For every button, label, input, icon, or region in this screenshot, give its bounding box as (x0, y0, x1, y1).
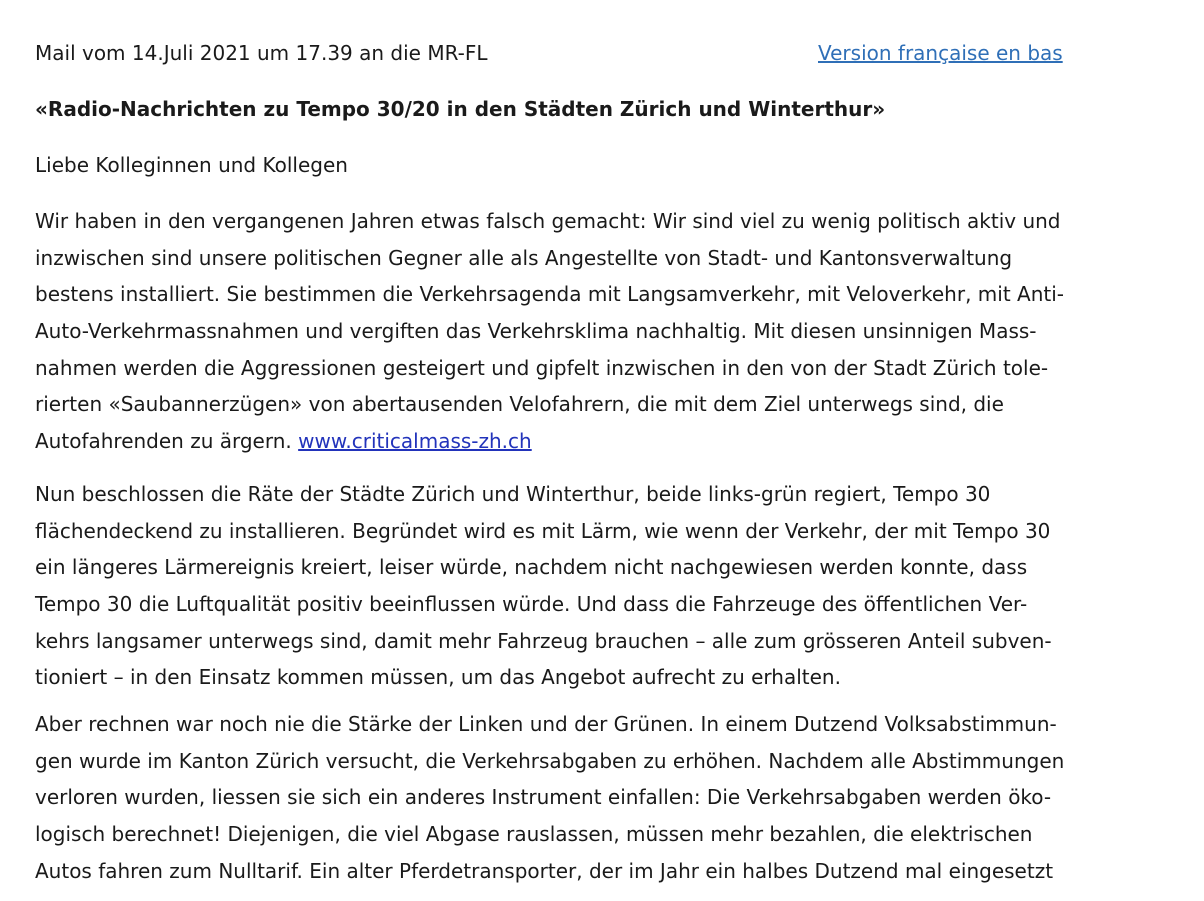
paragraph-line: Autos fahren zum Nulltarif. Ein alter Pferdetransporter, der im Jahr ein halbes Dutzend mal eingesetzt (35, 858, 1054, 883)
email-header (35, 38, 1185, 68)
paragraph-line: logisch berechnet! Diejenigen, die viel Abgase rauslassen, müssen mehr bezahlen, die elektrischen (35, 822, 1033, 847)
paragraph-line: kehrs langsamer unterwegs sind, damit mehr Fahrzeug brauchen – alle zum grösseren Anteil subven- (35, 628, 1052, 653)
paragraph-3 (35, 706, 1185, 889)
paragraph-line: bestens installiert. Sie bestimmen die Verkehrsagenda mit Langsamverkehr, mit Veloverkehr, mit Anti- (35, 282, 1065, 307)
paragraph-line: flächendeckend zu installieren. Begründet wird es mit Lärm, wie wenn der Verkehr, der mit Tempo 30 (35, 518, 1051, 543)
paragraph-line: Wir haben in den vergangenen Jahren etwas falsch gemacht: Wir sind viel zu wenig politisch aktiv und (35, 209, 1061, 233)
greeting: Liebe Kolleginnen und Kollegen (35, 153, 348, 177)
paragraph-line: Auto-Verkehrmassnahmen und vergiften das Verkehrsklima nachhaltig. Mit diesen unsinnigen Mass- (35, 319, 1037, 344)
paragraph-line: inzwischen sind unsere politischen Gegner alle als Angestellte von Stadt- und Kantonsverwaltung (35, 245, 1013, 270)
paragraph-line: ein längeres Lärmereignis kreiert, leiser würde, nachdem nicht nachgewiesen werden konnte, dass (35, 555, 1028, 580)
paragraph-line: tioniert – in den Einsatz kommen müssen, um das Angebot aufrecht zu erhalten. (35, 665, 841, 690)
paragraph-line: Nun beschlossen die Räte der Städte Zürich und Winterthur, beide links-grün regiert, Tempo 30 (35, 482, 991, 506)
email-meta: Mail vom 14.Juli 2021 um 17.39 an die MR-FL (35, 41, 488, 65)
email-subject: «Radio-Nachrichten zu Tempo 30/20 in den Städten Zürich und Winterthur» (35, 97, 886, 121)
paragraph-2 (35, 476, 1185, 696)
paragraph-1 (35, 203, 1185, 460)
paragraph-line: Tempo 30 die Luftqualität positiv beeinflussen würde. Und dass die Fahrzeuge des öffentlichen Ver- (35, 592, 1028, 617)
critical-mass-link[interactable]: www.criticalmass-zh.ch (298, 429, 532, 454)
paragraph-line: verloren wurden, liessen sie sich ein anderes Instrument einfallen: Die Verkehrsabgaben werden öko- (35, 785, 1052, 810)
paragraph-line-with-link (35, 423, 1185, 460)
paragraph-line: Aber rechnen war noch nie die Stärke der Linken und der Grünen. In einem Dutzend Volksabstimmun- (35, 712, 1057, 736)
paragraph-line: gen wurde im Kanton Zürich versucht, die Verkehrsabgaben zu erhöhen. Nachdem alle Abstimmungen (35, 748, 1065, 773)
paragraph-line: Autofahrenden zu ärgern. (35, 429, 292, 454)
paragraph-line: rierten «Saubannerzügen» von abertausenden Velofahrern, die mit dem Ziel unterwegs sind, die (35, 392, 1004, 417)
french-version-link[interactable]: Version française en bas (818, 41, 1063, 65)
paragraph-line: nahmen werden die Aggressionen gesteigert und gipfelt inzwischen in den von der Stadt Zürich tole- (35, 355, 1049, 380)
